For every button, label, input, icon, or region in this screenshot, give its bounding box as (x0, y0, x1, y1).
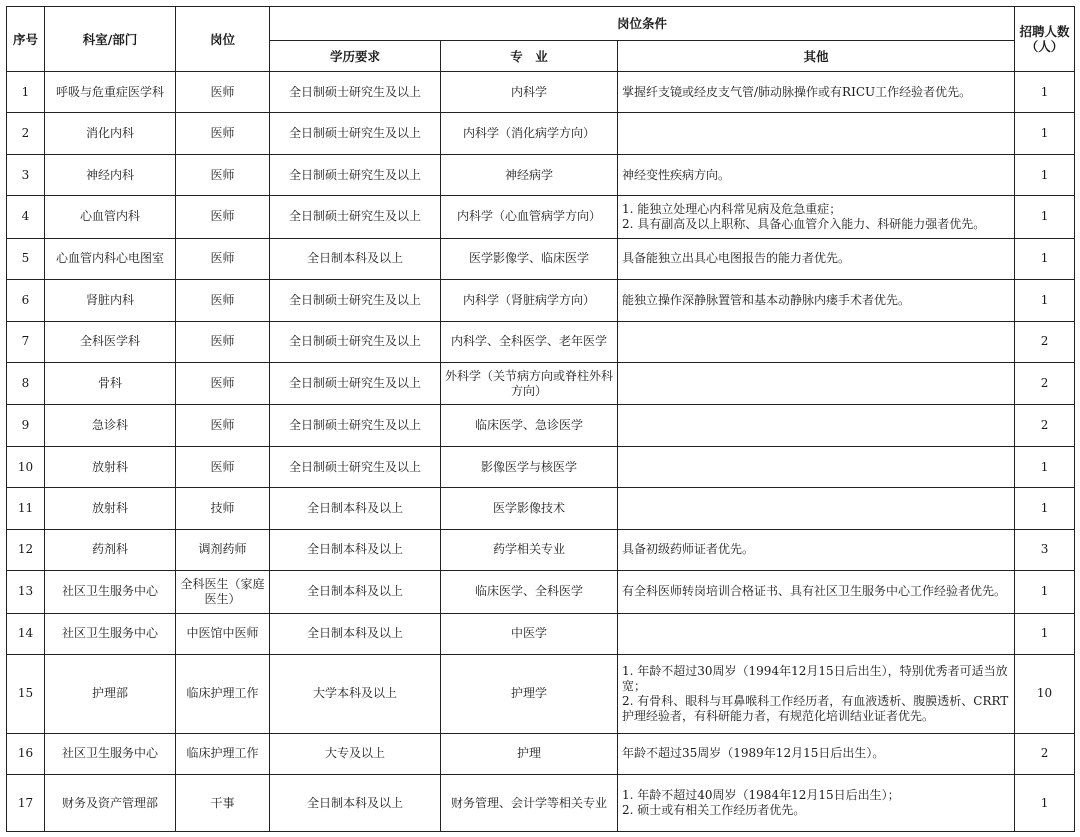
cell-other (618, 446, 1015, 487)
cell-other (618, 488, 1015, 529)
cell-edu: 全日制本科及以上 (270, 571, 441, 613)
cell-post: 医师 (176, 405, 270, 446)
table-row (7, 488, 1075, 529)
cell-count: 1 (1015, 196, 1075, 238)
cell-post: 临床护理工作 (176, 733, 270, 774)
cell-seq: 6 (7, 280, 45, 321)
cell-edu: 全日制本科及以上 (270, 488, 441, 529)
table-row (7, 571, 1075, 613)
cell-dept: 社区卫生服务中心 (45, 571, 176, 613)
cell-major: 护理学 (441, 654, 618, 733)
cell-other (618, 113, 1015, 154)
cell-dept: 呼吸与危重症医学科 (45, 72, 176, 113)
cell-count: 2 (1015, 321, 1075, 362)
cell-major: 医学影像技术 (441, 488, 618, 529)
table-row (7, 405, 1075, 446)
other-line: 1. 年龄不超过40周岁（1984年12月15日后出生）； (622, 788, 900, 803)
header-count: 招聘人数（人） (1015, 7, 1075, 72)
cell-post: 医师 (176, 113, 270, 154)
cell-seq: 12 (7, 529, 45, 570)
cell-seq: 16 (7, 733, 45, 774)
cell-major: 内科学（心血管病学方向） (441, 196, 618, 238)
cell-dept: 全科医学科 (45, 321, 176, 362)
cell-count: 3 (1015, 529, 1075, 570)
cell-edu: 全日制本科及以上 (270, 529, 441, 570)
cell-count: 1 (1015, 446, 1075, 487)
cell-dept: 药剂科 (45, 529, 176, 570)
cell-edu: 大学本科及以上 (270, 654, 441, 733)
table-row (7, 72, 1075, 113)
cell-seq: 10 (7, 446, 45, 487)
cell-major: 内科学、全科医学、老年医学 (441, 321, 618, 362)
cell-post: 临床护理工作 (176, 654, 270, 733)
cell-dept: 财务及资产管理部 (45, 775, 176, 832)
cell-other (618, 72, 1015, 113)
header-major: 专 业 (441, 41, 618, 72)
cell-post: 调剂药师 (176, 529, 270, 570)
cell-major: 护理 (441, 733, 618, 774)
table-row (7, 654, 1075, 733)
table-row (7, 446, 1075, 487)
cell-major: 内科学（肾脏病学方向） (441, 280, 618, 321)
table-row (7, 613, 1075, 654)
cell-count: 1 (1015, 613, 1075, 654)
table-row (7, 733, 1075, 774)
cell-seq: 2 (7, 113, 45, 154)
cell-seq: 17 (7, 775, 45, 832)
cell-edu: 全日制本科及以上 (270, 238, 441, 279)
cell-major: 神经病学 (441, 154, 618, 195)
cell-seq: 4 (7, 196, 45, 238)
cell-dept: 骨科 (45, 362, 176, 404)
table-row (7, 238, 1075, 279)
cell-major: 医学影像学、临床医学 (441, 238, 618, 279)
cell-post: 干事 (176, 775, 270, 832)
cell-edu: 全日制本科及以上 (270, 613, 441, 654)
table-row (7, 113, 1075, 154)
other-line: 2. 硕士或有相关工作经历者优先。 (622, 803, 806, 818)
cell-major: 临床医学、全科医学 (441, 571, 618, 613)
cell-edu: 大专及以上 (270, 733, 441, 774)
other-line: 2. 有骨科、眼科与耳鼻喉科工作经历者，有血液透析、腹膜透析、CRRT护理经验者，有科研能力者，有规范化培训结业证者优先。 (622, 693, 1009, 723)
cell-seq: 11 (7, 488, 45, 529)
header-edu: 学历要求 (270, 41, 441, 72)
table-row (7, 529, 1075, 570)
cell-edu: 全日制硕士研究生及以上 (270, 280, 441, 321)
cell-count: 1 (1015, 488, 1075, 529)
cell-dept: 急诊科 (45, 405, 176, 446)
cell-count: 1 (1015, 72, 1075, 113)
cell-seq: 15 (7, 654, 45, 733)
cell-other (618, 196, 1015, 238)
cell-post: 医师 (176, 321, 270, 362)
cell-major: 中医学 (441, 613, 618, 654)
cell-post: 医师 (176, 196, 270, 238)
cell-post: 医师 (176, 362, 270, 404)
cell-other (618, 405, 1015, 446)
cell-post: 医师 (176, 72, 270, 113)
cell-major: 外科学（关节病方向或脊柱外科方向） (441, 362, 618, 404)
table-row (7, 362, 1075, 404)
cell-other (618, 571, 1015, 613)
table-row (7, 196, 1075, 238)
cell-other (618, 154, 1015, 195)
cell-major: 影像医学与核医学 (441, 446, 618, 487)
cell-dept: 社区卫生服务中心 (45, 613, 176, 654)
other-line: 有全科医师转岗培训合格证书、具有社区卫生服务中心工作经验者优先。 (622, 584, 1007, 599)
cell-post: 医师 (176, 154, 270, 195)
cell-dept: 放射科 (45, 446, 176, 487)
cell-other (618, 529, 1015, 570)
header-conditions: 岗位条件 (270, 7, 1015, 41)
other-line: 神经变性疾病方向。 (622, 167, 731, 182)
cell-post: 医师 (176, 238, 270, 279)
cell-edu: 全日制硕士研究生及以上 (270, 362, 441, 404)
cell-count: 1 (1015, 571, 1075, 613)
cell-seq: 5 (7, 238, 45, 279)
cell-post: 技师 (176, 488, 270, 529)
cell-other (618, 613, 1015, 654)
cell-seq: 1 (7, 72, 45, 113)
cell-count: 1 (1015, 154, 1075, 195)
header-other: 其他 (618, 41, 1015, 72)
cell-edu: 全日制硕士研究生及以上 (270, 446, 441, 487)
cell-edu: 全日制硕士研究生及以上 (270, 196, 441, 238)
cell-major: 内科学 (441, 72, 618, 113)
cell-count: 1 (1015, 280, 1075, 321)
other-line: 具备初级药师证者优先。 (622, 542, 755, 557)
cell-dept: 心血管内科 (45, 196, 176, 238)
cell-dept: 护理部 (45, 654, 176, 733)
cell-major: 财务管理、会计学等相关专业 (441, 775, 618, 832)
cell-dept: 放射科 (45, 488, 176, 529)
other-line: 掌握纤支镜或经皮支气管/肺动脉操作或有RICU工作经验者优先。 (622, 84, 972, 99)
cell-count: 1 (1015, 238, 1075, 279)
cell-post: 中医馆中医师 (176, 613, 270, 654)
cell-major: 内科学（消化病学方向） (441, 113, 618, 154)
cell-count: 2 (1015, 733, 1075, 774)
header-dept: 科室/部门 (45, 7, 176, 72)
cell-seq: 9 (7, 405, 45, 446)
cell-edu: 全日制硕士研究生及以上 (270, 405, 441, 446)
cell-seq: 13 (7, 571, 45, 613)
header-post: 岗位 (176, 7, 270, 72)
cell-dept: 社区卫生服务中心 (45, 733, 176, 774)
cell-edu: 全日制硕士研究生及以上 (270, 72, 441, 113)
cell-seq: 14 (7, 613, 45, 654)
cell-dept: 心血管内科心电图室 (45, 238, 176, 279)
table-row (7, 775, 1075, 832)
cell-other (618, 654, 1015, 733)
cell-count: 1 (1015, 113, 1075, 154)
other-line: 2. 具有副高及以上职称、具备心血管介入能力、科研能力强者优先。 (622, 216, 986, 231)
cell-post: 医师 (176, 280, 270, 321)
cell-other (618, 321, 1015, 362)
table-row (7, 280, 1075, 321)
cell-dept: 神经内科 (45, 154, 176, 195)
cell-seq: 8 (7, 362, 45, 404)
cell-post: 医师 (176, 446, 270, 487)
header-seq: 序号 (7, 7, 45, 72)
other-line: 具备能独立出具心电图报告的能力者优先。 (622, 251, 851, 266)
cell-other (618, 280, 1015, 321)
cell-seq: 7 (7, 321, 45, 362)
cell-dept: 消化内科 (45, 113, 176, 154)
cell-count: 2 (1015, 405, 1075, 446)
cell-edu: 全日制本科及以上 (270, 775, 441, 832)
cell-count: 1 (1015, 775, 1075, 832)
table-row (7, 154, 1075, 195)
cell-count: 2 (1015, 362, 1075, 404)
recruitment-table (6, 6, 1075, 832)
cell-edu: 全日制硕士研究生及以上 (270, 154, 441, 195)
cell-major: 临床医学、急诊医学 (441, 405, 618, 446)
cell-major: 药学相关专业 (441, 529, 618, 570)
cell-count: 10 (1015, 654, 1075, 733)
table-body (7, 72, 1075, 832)
cell-edu: 全日制硕士研究生及以上 (270, 321, 441, 362)
other-line: 1. 能独立处理心内科常见病及危急重症； (622, 201, 842, 216)
cell-seq: 3 (7, 154, 45, 195)
other-line: 1. 年龄不超过30周岁（1994年12月15日后出生），特别优秀者可适当放宽； (622, 663, 1008, 693)
cell-other (618, 362, 1015, 404)
cell-other (618, 775, 1015, 832)
cell-other (618, 238, 1015, 279)
cell-other (618, 733, 1015, 774)
cell-dept: 肾脏内科 (45, 280, 176, 321)
other-line: 能独立操作深静脉置管和基本动静脉内瘘手术者优先。 (622, 292, 911, 307)
cell-edu: 全日制硕士研究生及以上 (270, 113, 441, 154)
table-row (7, 321, 1075, 362)
other-line: 年龄不超过35周岁（1989年12月15日后出生）。 (622, 746, 885, 761)
cell-post: 全科医生（家庭医生） (176, 571, 270, 613)
